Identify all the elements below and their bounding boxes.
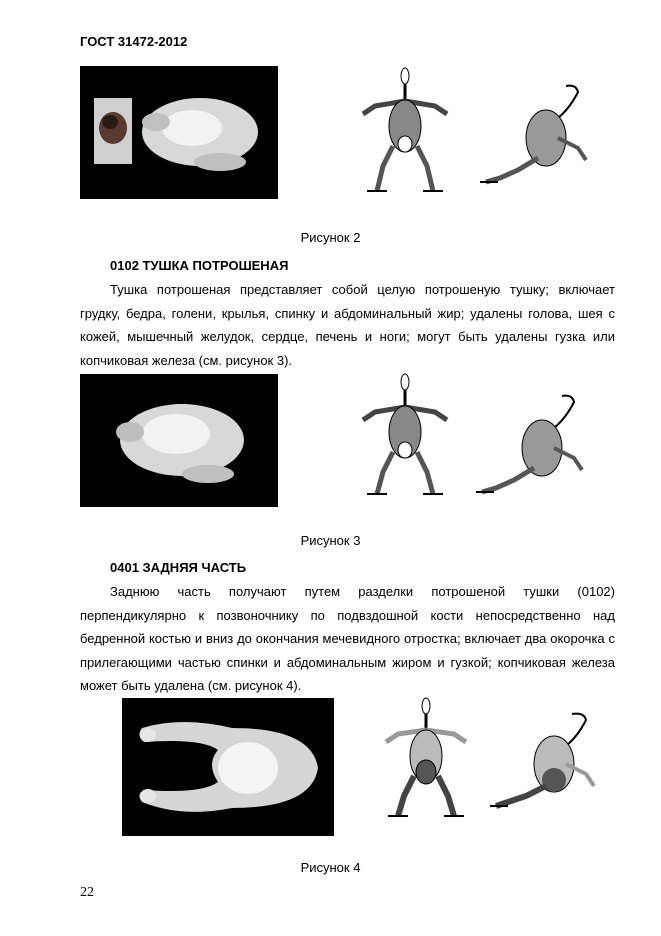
document-header: ГОСТ 31472-2012 bbox=[80, 34, 188, 49]
paragraph: Тушка потрошеная представляет собой целую потрошеную тушку; включает грудку, бедра, голени, крылья, спинку и абдоминальный жир; удалены голова, шея с кожей, мышечный желудок, сердце, печень и ноги; могут быть удалены гузка или копчиковая железа (см. рисунок 3). bbox=[80, 282, 615, 368]
figure-2-skeleton-front bbox=[355, 66, 455, 196]
figure-4-caption: Рисунок 4 bbox=[300, 860, 361, 875]
figure-2-photo bbox=[80, 66, 278, 199]
section-title-0401: 0401 ЗАДНЯЯ ЧАСТЬ bbox=[110, 560, 247, 575]
figure-4-photo bbox=[122, 698, 334, 836]
figure-3-skeleton-front bbox=[355, 372, 455, 500]
figure-3-caption: Рисунок 3 bbox=[300, 533, 361, 548]
section-text-0102 bbox=[80, 278, 615, 372]
figure-3-skeleton-side bbox=[474, 388, 594, 498]
figure-3-photo bbox=[80, 374, 278, 507]
section-text-0401 bbox=[80, 580, 615, 698]
paragraph: Заднюю часть получают путем разделки потрошеной тушки (0102) перпендикулярно к позвоночнику по подвздошной кости непосредственно над бедренной костью и вниз до окончания мечевидного отростка; включает два окорочка с прилегающими частью спинки и абдоминальным жиром и гузкой; копчиковая железа может быть удалена (см. рисунок 4). bbox=[80, 584, 615, 693]
figure-4-skeleton-front bbox=[380, 696, 472, 822]
figure-2-skeleton-side bbox=[478, 78, 598, 188]
section-title-0102: 0102 ТУШКА ПОТРОШЕНАЯ bbox=[110, 258, 289, 273]
figure-4-skeleton-side bbox=[490, 706, 605, 812]
page-number: 22 bbox=[80, 885, 94, 900]
figure-2-caption: Рисунок 2 bbox=[300, 230, 361, 245]
